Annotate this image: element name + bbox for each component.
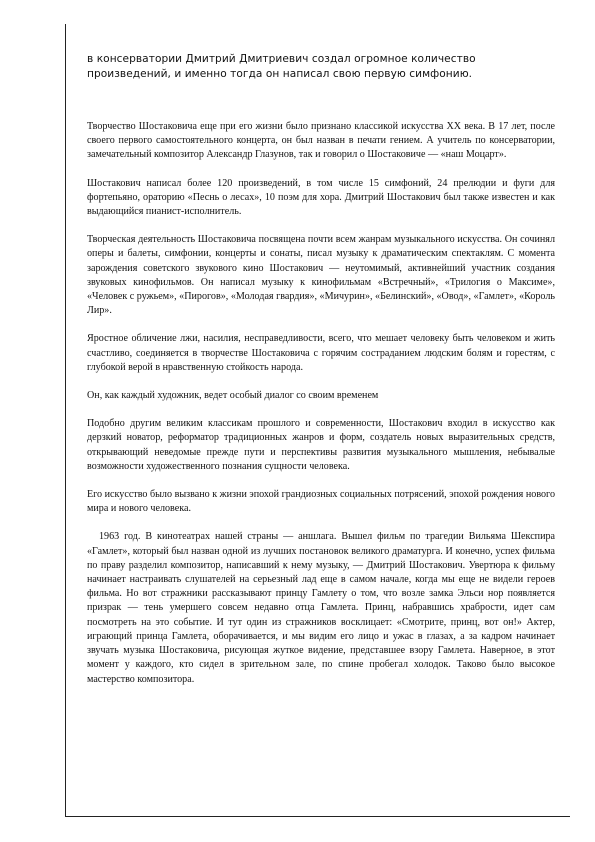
paragraph-creativity: Творчество Шостаковича еще при его жизни было признано классикой искусства XX века. В 17 лет, после своего первого самостоятельного концерта, он был назван в печати гением. А учитель по консерватории, замечательный композитор Александр Глазунов, так и говорил о Шостаковиче — «наш Моцарт». [87, 121, 555, 161]
paragraph-dialog: Он, как каждый художник, ведет особый диалог со своим временем [87, 390, 379, 402]
paragraph-works: Шостакович написал более 120 произведений, в том числе 15 симфоний, 24 прелюдии и фуги для фортепьяно, ораторию «Песнь о лесах», 10 поэм для хора. Дмитрий Шостакович был также известен и как выдающийся пианист-исполнитель. [87, 177, 555, 218]
paragraph-epoch: Его искусство было вызвано к жизни эпохой грандиозных социальных потрясений, эпохой рождения нового мира и нового человека. [87, 489, 555, 515]
paragraph-innovator: Подобно другим великим классикам прошлого и современности, Шостакович входил в искусство как дерзкий новатор, реформатор традиционных жанров и форм, создатель новых выразительных средств, открывающий неведомые прежде пути и перспективы развития музыкального мышления, небывалые возможности художественного познания сущности человека. [87, 418, 555, 472]
paragraph-denunciation: Яростное обличение лжи, насилия, несправедливости, всего, что мешает человеку быть человеком и жить счастливо, соединяется в творчестве Шостаковича с горячим состраданием людским болям и горестям, с глубокой верой в нравственную стойкость народа. [87, 333, 555, 373]
intro-text: в консерватории Дмитрий Дмитриевич создал огромное количество произведений, и именно тогда он написал свою первую симфонию. [87, 53, 476, 80]
paragraph-genres: Творческая деятельность Шостаковича посвящена почти всем жанрам музыкального искусства. Он сочинял оперы и балеты, симфонии, концерты и сонаты, писал музыку к драматическим спектаклям. С момента зарождения советского звукового кино Шостакович — неутомимый, активнейший участник создания звуковых кинофильмов. Он написал музыку к кинофильмам «Встречный», «Трилогия о Максиме», «Человек с ружьем», «Пирогов», «Молодая гвардия», «Мичурин», «Белинский», «Овод», «Гамлет», «Король Лир». [87, 234, 555, 317]
paragraph-hamlet: 1963 год. В кинотеатрах нашей страны — аншлага. Вышел фильм по трагедии Вильяма Шекспира «Гамлет», который был назван одной из лучших постановок великого драматурга. И конечно, успех фильма по праву разделил композитор, написавший к нему музыку, — Дмитрий Шостакович. Увертюра к фильму начинает настраивать слушателей на серьезный лад еще в самом начале, когда мы еще не видели героев фильма. Но вот стражники рассказывают принцу Гамлету о том, что возле замка Эльси нор появляется призрак — тень умершего совсем недавно отца Гамлета. Принц, набравшись храбрости, идет сам посмотреть на это событие. И тут один из стражников восклицает: «Смотрите, принц, вот он!» Актер, играющий принца Гамлета, оборачивается, и мы видим его лицо и ужас в глазах, а за кадром начинает звучать музыка Шостаковича, рисующая жуткое видение, представшее взору Гамлета. Наверное, в этот момент у каждого, кто сидел в зрительном зале, по спине пробегал холодок. Таково было высокое мастерство композитора. [87, 531, 555, 685]
document-body [87, 120, 555, 701]
